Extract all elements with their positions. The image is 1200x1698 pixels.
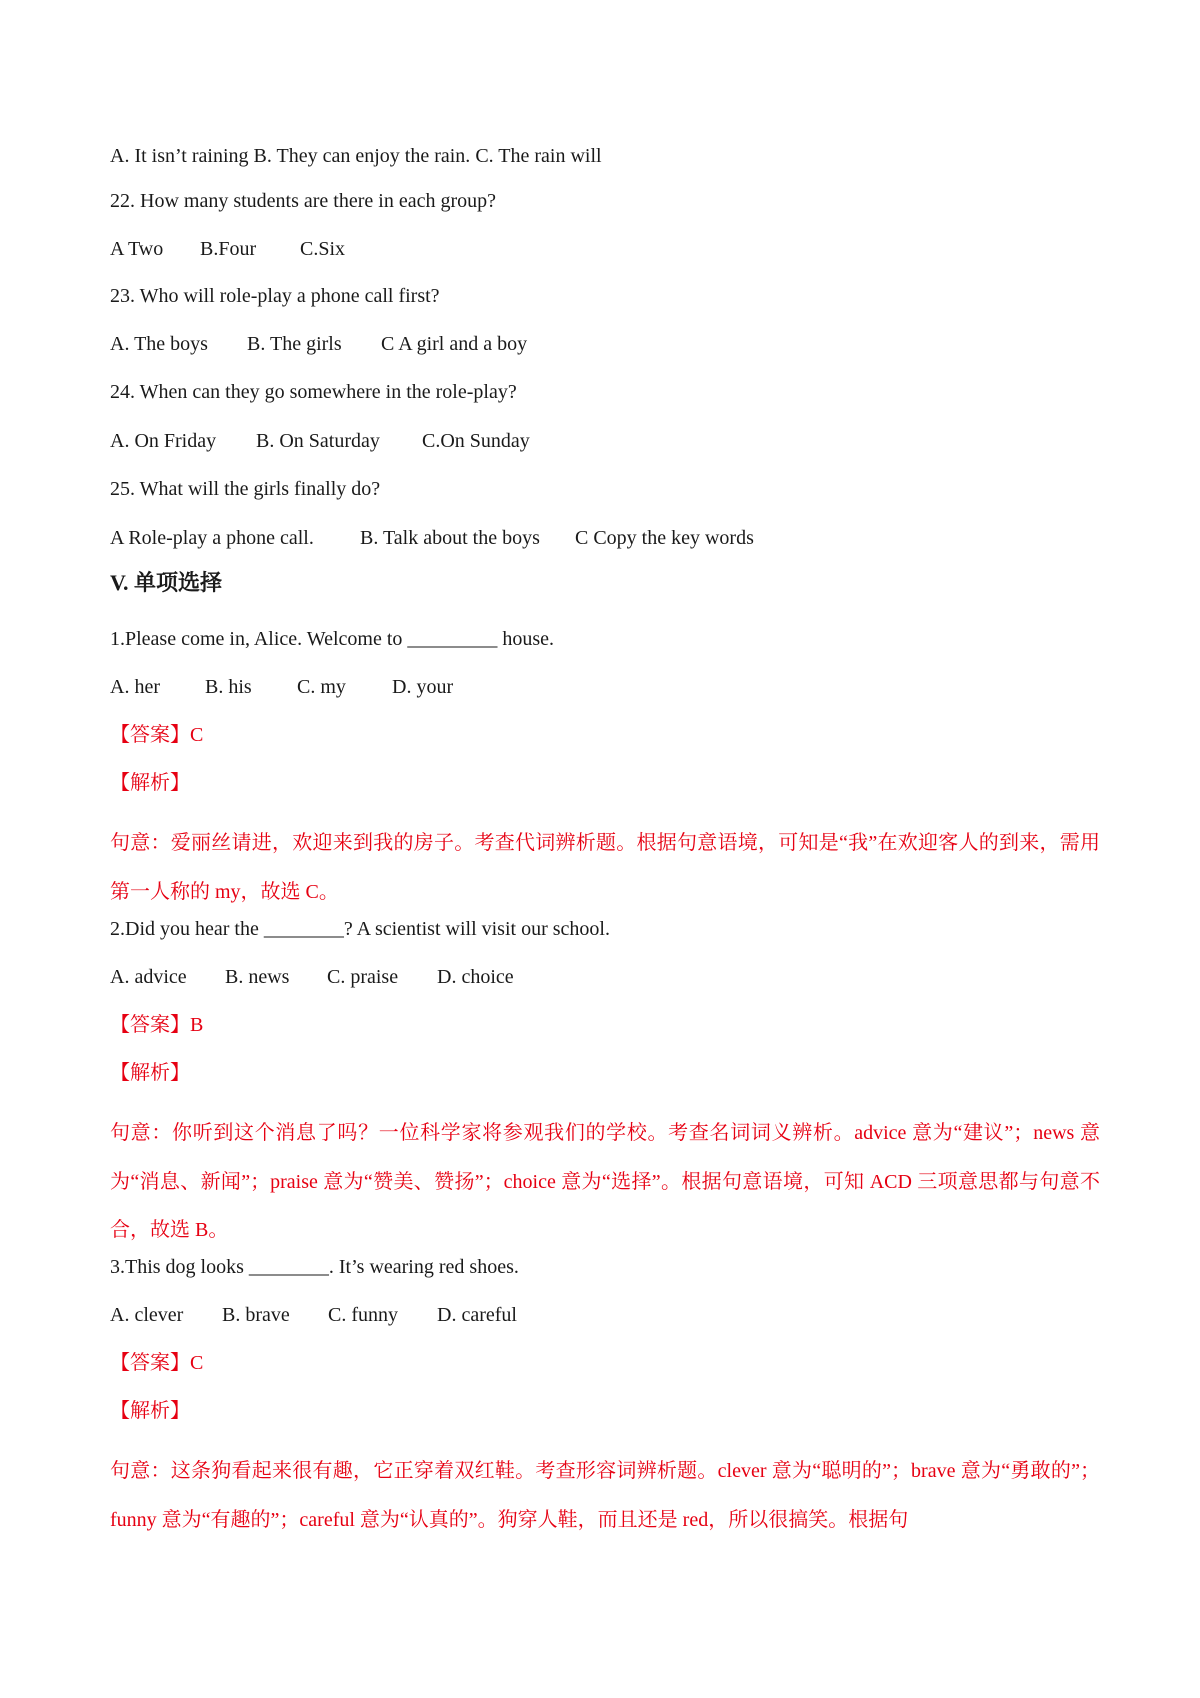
item2-option-c: C. praise: [327, 966, 399, 988]
q24-option-c: C.On Sunday: [422, 430, 530, 452]
q21-option-a: A. It isn’t raining: [110, 145, 249, 167]
q25-question: 25. What will the girls finally do?: [110, 478, 381, 500]
item1-analysis: 句意：爱丽丝请进，欢迎来到我的房子。考查代词辨析题。根据句意语境，可知是“我”在欢迎客人的到来，需用第一人称的 my，故选 C。: [110, 832, 1100, 903]
item2-option-a: A. advice: [110, 966, 187, 988]
q24-option-b: B. On Saturday: [256, 430, 380, 452]
q24-question: 24. When can they go somewhere in the role-play?: [110, 381, 517, 403]
item3-option-b: B. brave: [222, 1304, 290, 1326]
q25-options: [110, 525, 754, 551]
q23-option-c: C A girl and a boy: [381, 333, 528, 355]
item1-option-c: C. my: [297, 676, 346, 698]
q25-option-c: C Copy the key words: [575, 527, 754, 549]
q22-options: [110, 236, 345, 262]
item1-option-a: A. her: [110, 676, 160, 698]
item3-question: 3.This dog looks ________. It’s wearing red shoes.: [110, 1256, 519, 1278]
item2-analysis: 句意：你听到这个消息了吗？一位科学家将参观我们的学校。考查名词词义辨析。advice 意为“建议”；news 意为“消息、新闻”；praise 意为“赞美、赞扬”；choice 意为“选择”。根据句意语境，可知 ACD 三项意思都与句意不合，故选 B。: [110, 1122, 1100, 1241]
item3-options: [110, 1302, 517, 1328]
item3-answer: 【答案】C: [110, 1352, 204, 1374]
item1-options: [110, 674, 453, 700]
item1-analysis-label: 【解析】: [110, 772, 190, 794]
item3-option-d: D. careful: [437, 1304, 517, 1326]
q23-options: [110, 331, 527, 357]
q23-option-a: A. The boys: [110, 333, 208, 355]
q22-question: 22. How many students are there in each group?: [110, 190, 496, 212]
item2-option-d: D. choice: [437, 966, 514, 988]
q22-option-a: A Two: [110, 238, 164, 260]
q22-option-c: C.Six: [300, 238, 346, 260]
q25-option-a: A Role-play a phone call.: [110, 527, 314, 549]
q21-options: [110, 143, 602, 169]
q23-question: 23. Who will role-play a phone call first?: [110, 285, 440, 307]
item2-answer: 【答案】B: [110, 1014, 204, 1036]
q25-option-b: B. Talk about the boys: [360, 527, 540, 549]
q22-option-b: B.Four: [200, 238, 257, 260]
item2-options: [110, 964, 514, 990]
item1-answer: 【答案】C: [110, 724, 204, 746]
item1-option-b: B. his: [205, 676, 252, 698]
q23-option-b: B. The girls: [247, 333, 342, 355]
item1-question: 1.Please come in, Alice. Welcome to _________ house.: [110, 628, 555, 650]
item2-option-b: B. news: [225, 966, 290, 988]
q21-option-c: C. The rain will: [475, 145, 602, 167]
q21-option-b: B. They can enjoy the rain.: [253, 145, 471, 167]
item1-option-d: D. your: [392, 676, 454, 698]
item2-question: 2.Did you hear the ________? A scientist will visit our school.: [110, 918, 610, 940]
item3-option-c: C. funny: [328, 1304, 398, 1326]
item2-analysis-label: 【解析】: [110, 1062, 190, 1084]
q24-option-a: A. On Friday: [110, 430, 217, 452]
item3-option-a: A. clever: [110, 1304, 184, 1326]
item3-analysis: 句意：这条狗看起来很有趣，它正穿着双红鞋。考查形容词辨析题。clever 意为“聪明的”；brave 意为“勇敢的”；funny 意为“有趣的”；careful 意为“认真的”。狗穿人鞋，而且还是 red，所以很搞笑。根据句: [110, 1460, 1100, 1531]
item3-analysis-label: 【解析】: [110, 1400, 190, 1422]
q24-options: [110, 428, 530, 454]
section-v-title: V. 单项选择: [110, 570, 223, 595]
